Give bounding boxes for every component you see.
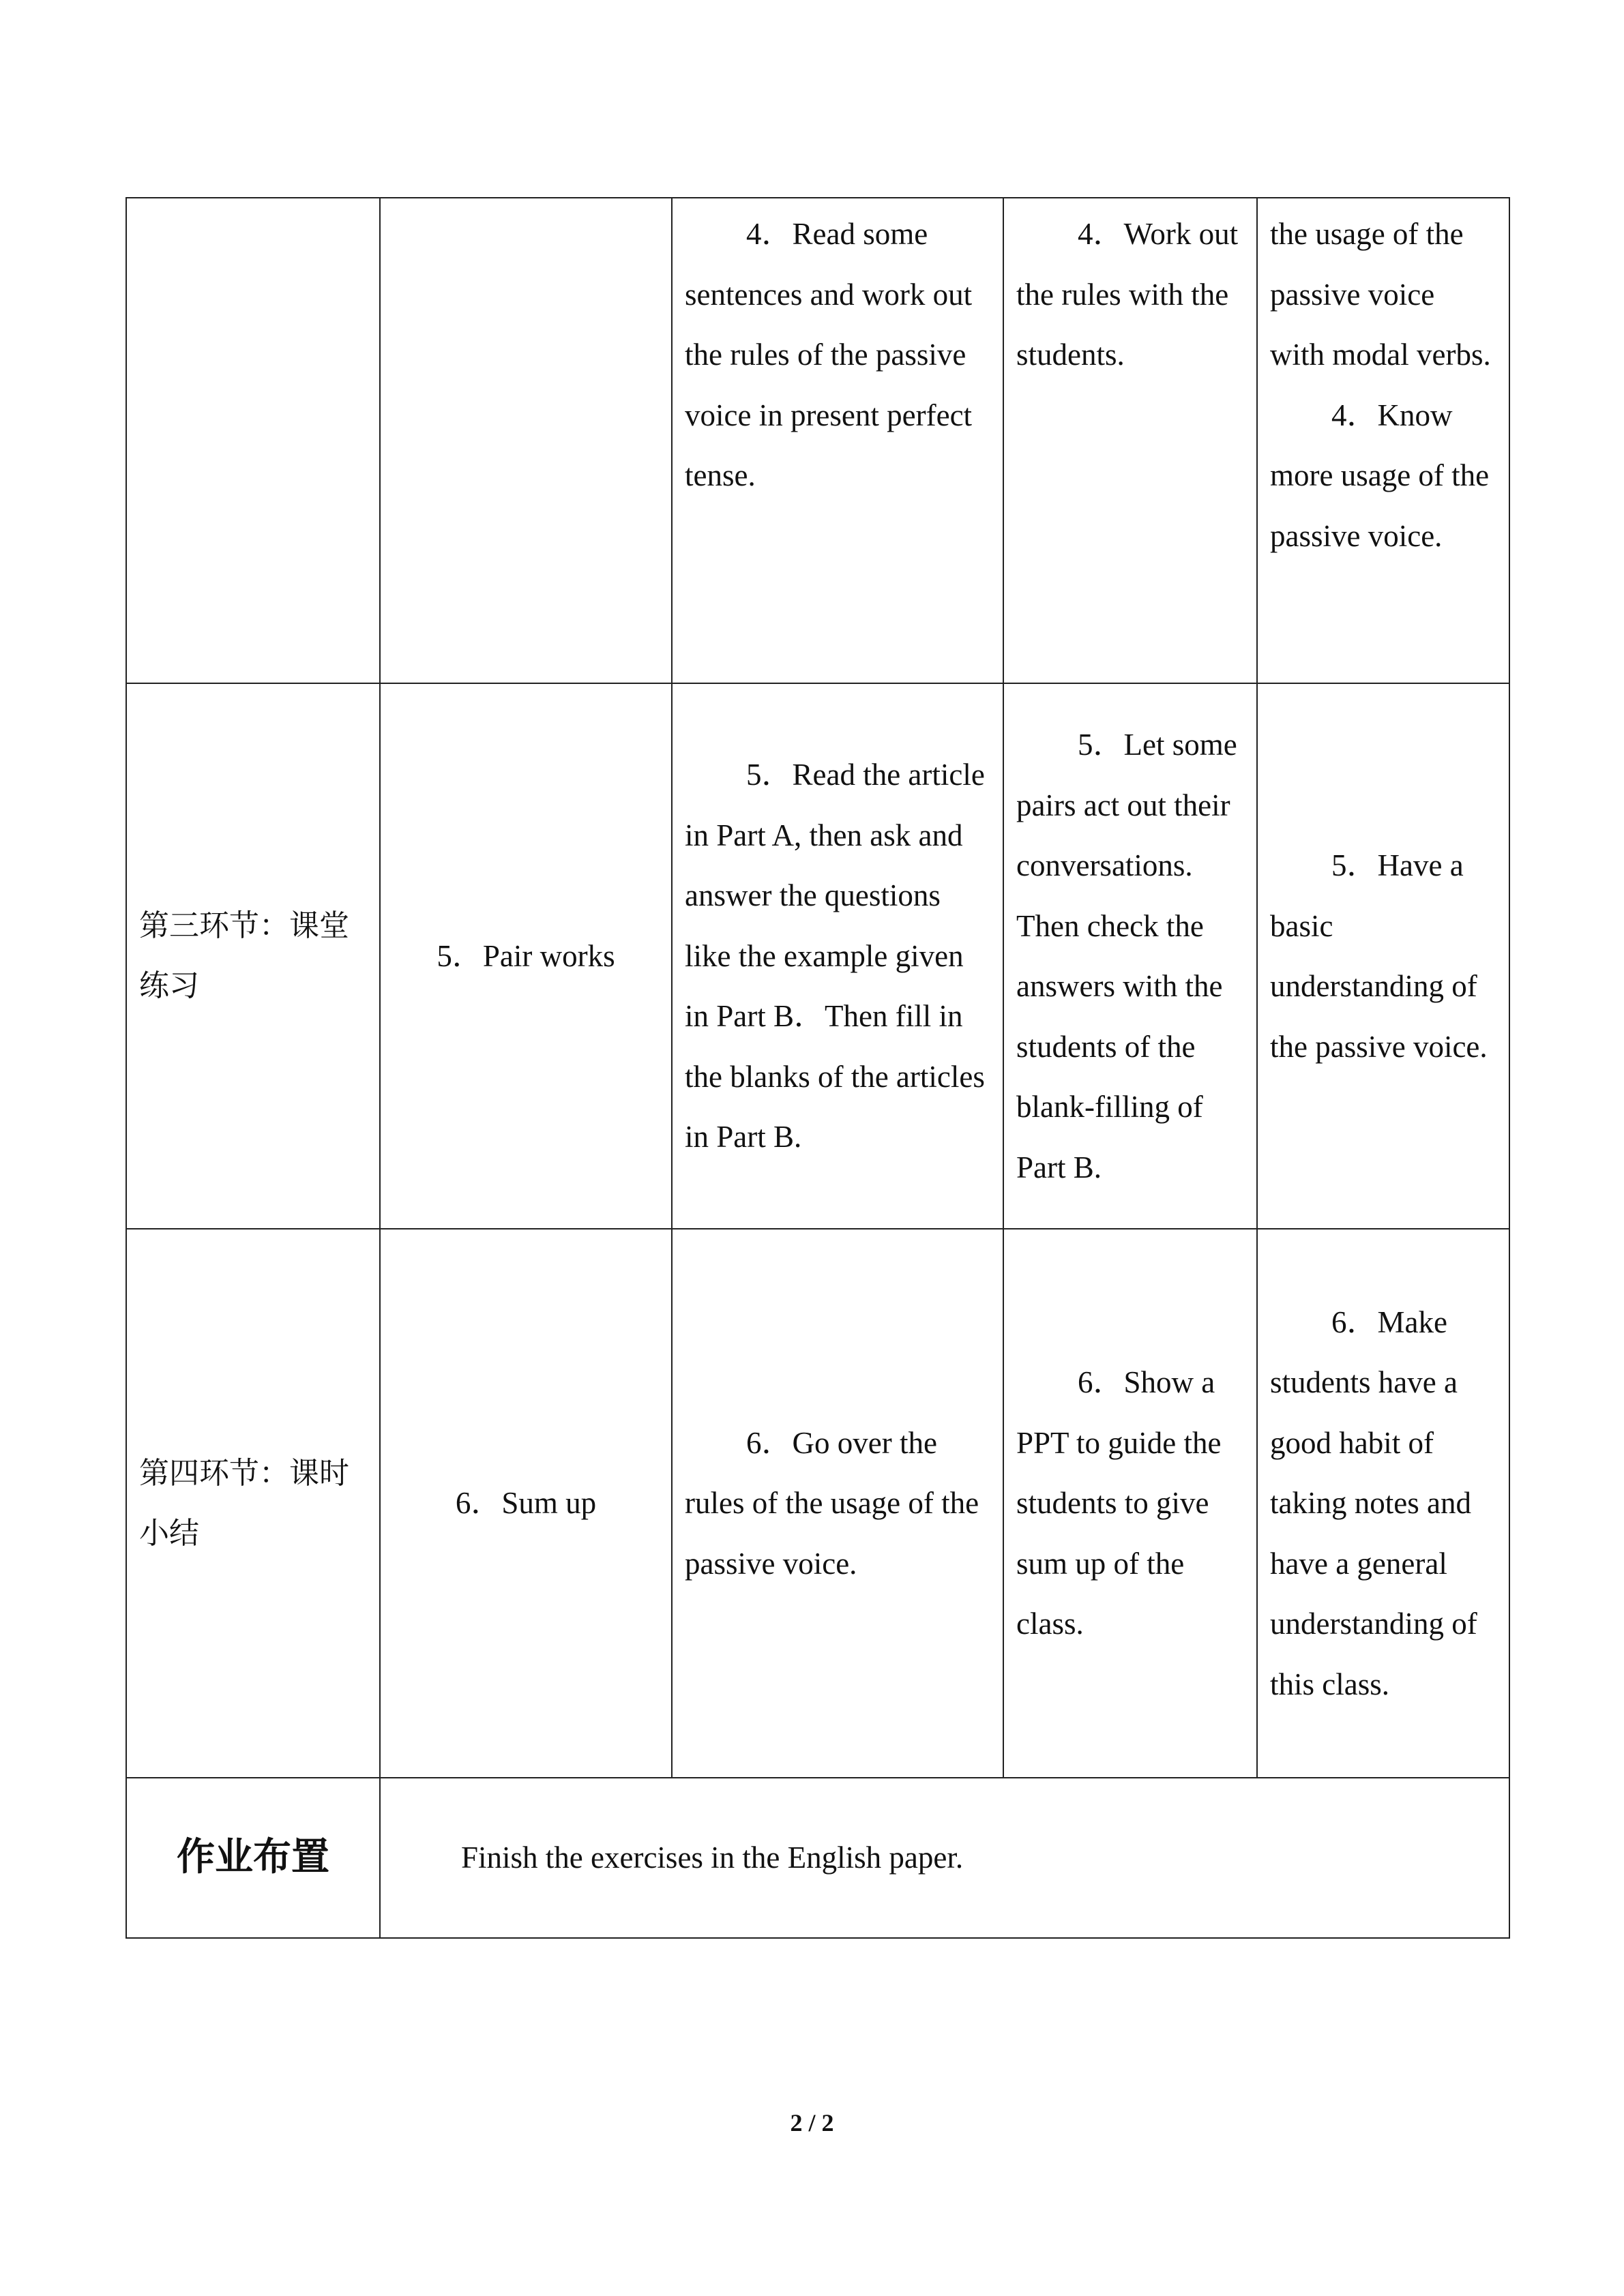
homework-row [126,1778,1509,1938]
stage-cell: 第三环节：课堂练习 [126,683,380,1229]
table-row [126,683,1509,1229]
student-activity-cell: 4．Read some sentences and work out the rules of the passive voice in present perfect tense. [672,198,1003,683]
stage-cell [126,198,380,683]
activity-cell: 6．Sum up [380,1229,672,1778]
activity-cell: 5．Pair works [380,683,672,1229]
stage-cell: 第四环节：课时小结 [126,1229,380,1778]
homework-text-cell: Finish the exercises in the English paper. [380,1778,1509,1938]
student-activity-cell: 5．Read the article in Part A, then ask and answer the questions like the example given in Part B．Then fill in the blanks of the articles in Part B. [672,683,1003,1229]
page-number: 2 / 2 [790,2109,834,2136]
purpose-cell: 6．Make students have a good habit of taking notes and have a general understanding of this class. [1257,1229,1509,1778]
lesson-plan-table [126,197,1510,1939]
purpose-cell: the usage of the passive voice with modal verbs. 4．Know more usage of the passive voice. [1257,198,1509,683]
table-row [126,1229,1509,1778]
activity-cell [380,198,672,683]
teacher-activity-cell: 5．Let some pairs act out their conversations. Then check the answers with the students of the blank-filling of Part B. [1003,683,1257,1229]
homework-label-cell: 作业布置 [126,1778,380,1938]
purpose-cell: 5．Have a basic understanding of the passive voice. [1257,683,1509,1229]
student-activity-cell: 6．Go over the rules of the usage of the passive voice. [672,1229,1003,1778]
teacher-activity-cell: 4．Work out the rules with the students. [1003,198,1257,683]
teacher-activity-cell: 6．Show a PPT to guide the students to give sum up of the class. [1003,1229,1257,1778]
table-row [126,198,1509,683]
